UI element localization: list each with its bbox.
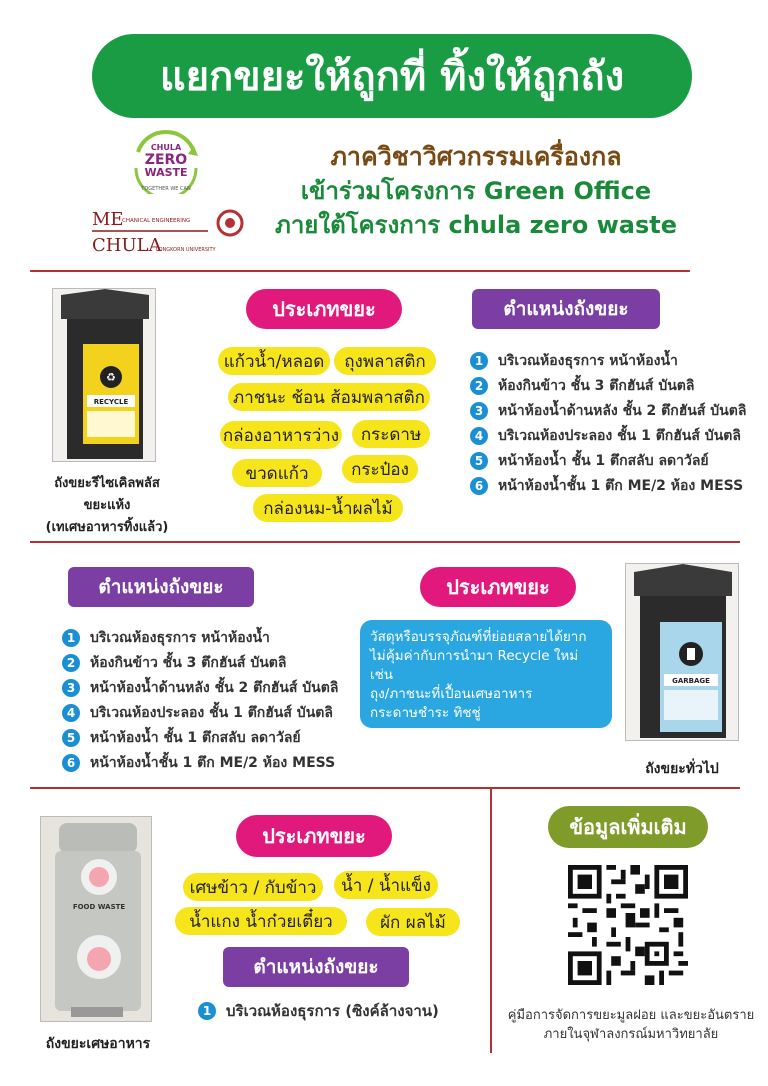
zero-waste-line: ภายใต้โครงการ chula zero waste — [275, 211, 677, 239]
recycle-location-heading — [472, 289, 660, 329]
location-text: บริเวณห้องธุรการ หน้าห้องน้ำ — [90, 629, 270, 646]
list-item — [62, 650, 354, 675]
svg-text:♻: ♻ — [106, 371, 116, 384]
list-item — [62, 625, 354, 650]
food-bin-label: FOOD WASTE — [72, 903, 126, 911]
zero-logo-tag: TOGETHER WE CAN — [141, 186, 191, 192]
recycle-tag-cup-straw: แก้วน้ำ/หลอด — [218, 347, 330, 375]
divider-middle — [30, 541, 740, 543]
chula-zero-waste-logo — [128, 128, 204, 194]
recycle-location-list — [470, 348, 760, 498]
qr-caption-line2: ภายในจุฬาลงกรณ์มหาวิทยาลัย — [543, 1027, 719, 1042]
zero-logo-line3: WASTE — [144, 166, 188, 179]
title-banner — [92, 34, 692, 118]
location-text: หน้าห้องน้ำ ชั้น 1 ตึกสลับ ลดาวัลย์ — [498, 452, 709, 469]
general-bin-caption: ถังขยะทั่วไป — [645, 761, 719, 777]
general-description-line4: กระดาษชำระ ทิชชู่ — [370, 705, 481, 721]
number-badge: 2 — [470, 377, 488, 395]
location-text: หน้าห้องน้ำชั้น 1 ตึก ME/2 ห้อง MESS — [498, 477, 744, 494]
list-item — [62, 725, 354, 750]
food-type-heading-text: ประเภทขยะ — [262, 824, 366, 848]
location-text: หน้าห้องน้ำ ชั้น 1 ตึกสลับ ลดาวัลย์ — [90, 729, 301, 746]
recycle-type-heading — [246, 289, 402, 329]
divider-top — [30, 270, 690, 272]
list-item — [470, 448, 760, 473]
food-bin-photo — [40, 816, 152, 1022]
me-logo-me-sub: CHANICAL ENGINEERING — [122, 218, 191, 224]
recycle-type-heading-text: ประเภทขยะ — [272, 297, 376, 321]
number-badge: 1 — [198, 1002, 216, 1020]
qr-caption-line1: คู่มือการจัดการขยะมูลฝอย และขยะอันตราย — [507, 1008, 755, 1023]
recycle-bin-label: RECYCLE — [93, 398, 129, 406]
general-description-line3: ถุง/ภาชนะที่เปื้อนเศษอาหาร — [370, 686, 533, 702]
food-tag-vegetables: ผัก ผลไม้ — [366, 908, 460, 936]
me-logo-chula-sub: LONGKORN UNIVERSITY — [156, 247, 216, 253]
recycle-bin-photo — [52, 288, 156, 462]
general-description-box — [360, 620, 612, 728]
general-bin-photo — [625, 563, 739, 741]
location-text: ห้องกินข้าว ชั้น 3 ตึกฮันส์ บันตลิ — [498, 377, 695, 394]
list-item — [470, 373, 760, 398]
location-text: บริเวณห้องประลอง ชั้น 1 ตึกฮันส์ บันตลิ — [498, 427, 741, 444]
recycle-tag-utensils: ภาชนะ ช้อน ส้อมพลาสติก — [228, 383, 430, 411]
food-bin-caption: ถังขยะเศษอาหาร — [45, 1036, 151, 1052]
number-badge: 1 — [470, 352, 488, 370]
location-text: หน้าห้องน้ำชั้น 1 ตึก ME/2 ห้อง MESS — [90, 754, 336, 771]
food-tag-water-ice: น้ำ / น้ำแข็ง — [334, 871, 438, 899]
recycle-caption-1: ถังขยะรีไซเคิลพลัส — [54, 476, 160, 491]
general-description-line1: วัสดุหรือบรรจุภัณฑ์ที่ย่อยสลายได้ยาก — [370, 629, 587, 645]
divider-lower — [30, 787, 740, 789]
location-text: บริเวณห้องธุรการ หน้าห้องน้ำ — [498, 352, 678, 369]
department-block — [266, 140, 686, 242]
zero-logo-line1: CHULA — [150, 143, 182, 152]
qr-caption — [506, 1006, 756, 1044]
general-location-list — [62, 625, 354, 775]
number-badge: 4 — [470, 427, 488, 445]
list-item — [62, 750, 354, 775]
recycle-tag-glass-bottle: ขวดแก้ว — [232, 459, 322, 487]
list-item — [470, 348, 760, 373]
general-description-line2: ไม่คุ้มค่ากับการนำมา Recycle ใหม่ เช่น — [370, 648, 579, 683]
more-info-heading — [548, 806, 708, 848]
location-text: บริเวณห้องประลอง ชั้น 1 ตึกฮันส์ บันตลิ — [90, 704, 333, 721]
general-type-heading-text: ประเภทขยะ — [446, 575, 550, 599]
green-office-line: เข้าร่วมโครงการ Green Office — [300, 177, 652, 205]
me-logo-chula: CHULA — [92, 235, 162, 256]
recycle-tag-milk-box: กล่องนม-น้ำผลไม้ — [253, 494, 403, 522]
general-bin-label: GARBAGE — [672, 677, 710, 685]
location-text: บริเวณห้องธุรการ (ซิงค์ล้างจาน) — [226, 1001, 439, 1020]
food-location-heading-text: ตำแหน่งถังขยะ — [253, 956, 379, 978]
number-badge: 3 — [470, 402, 488, 420]
number-badge: 6 — [62, 754, 80, 772]
list-item — [470, 398, 760, 423]
food-location-item — [198, 998, 478, 1023]
recycle-tag-plastic-bag: ถุงพลาสติก — [334, 347, 436, 375]
food-tag-rice: เศษข้าว / กับข้าว — [183, 873, 323, 901]
list-item — [62, 675, 354, 700]
list-item — [470, 473, 760, 498]
general-type-heading — [420, 567, 576, 607]
number-badge: 6 — [470, 477, 488, 495]
location-text: หน้าห้องน้ำด้านหลัง ชั้น 2 ตึกฮันส์ บันตลิ — [90, 679, 339, 696]
recycle-caption-2: ขยะแห้ง — [83, 498, 131, 513]
location-text: หน้าห้องน้ำด้านหลัง ชั้น 2 ตึกฮันส์ บันตลิ — [498, 402, 747, 419]
number-badge: 4 — [62, 704, 80, 722]
food-tag-soup: น้ำแกง น้ำก๋วยเตี๋ยว — [175, 907, 347, 935]
me-logo-me: ME — [92, 209, 124, 230]
page-title: แยกขยะให้ถูกที่ ทิ้งให้ถูกถัง — [159, 54, 625, 100]
number-badge: 5 — [62, 729, 80, 747]
recycle-bin-caption — [26, 473, 188, 539]
recycle-caption-3: (เทเศษอาหารทิ้งแล้ว) — [45, 520, 169, 535]
list-item — [62, 700, 354, 725]
qr-code[interactable] — [568, 865, 688, 985]
recycle-tag-snack-box: กล่องอาหารว่าง — [220, 421, 342, 449]
list-item — [470, 423, 760, 448]
food-location-heading — [223, 947, 409, 987]
department-name: ภาควิชาวิศวกรรมเครื่องกล — [330, 142, 622, 171]
recycle-tag-can: กระป๋อง — [342, 455, 418, 483]
zero-logo-line2: ZERO — [144, 152, 188, 168]
food-type-heading — [236, 815, 392, 857]
divider-vertical — [490, 787, 492, 1053]
more-info-heading-text: ข้อมูลเพิ่มเติม — [569, 815, 687, 839]
number-badge: 2 — [62, 654, 80, 672]
general-location-heading — [68, 567, 254, 607]
recycle-tag-paper: กระดาษ — [352, 420, 430, 448]
location-text: ห้องกินข้าว ชั้น 3 ตึกฮันส์ บันตลิ — [90, 654, 287, 671]
number-badge: 5 — [470, 452, 488, 470]
general-location-heading-text: ตำแหน่งถังขยะ — [98, 576, 224, 598]
recycle-location-heading-text: ตำแหน่งถังขยะ — [503, 298, 629, 320]
me-chula-logo — [90, 205, 250, 257]
number-badge: 3 — [62, 679, 80, 697]
number-badge: 1 — [62, 629, 80, 647]
